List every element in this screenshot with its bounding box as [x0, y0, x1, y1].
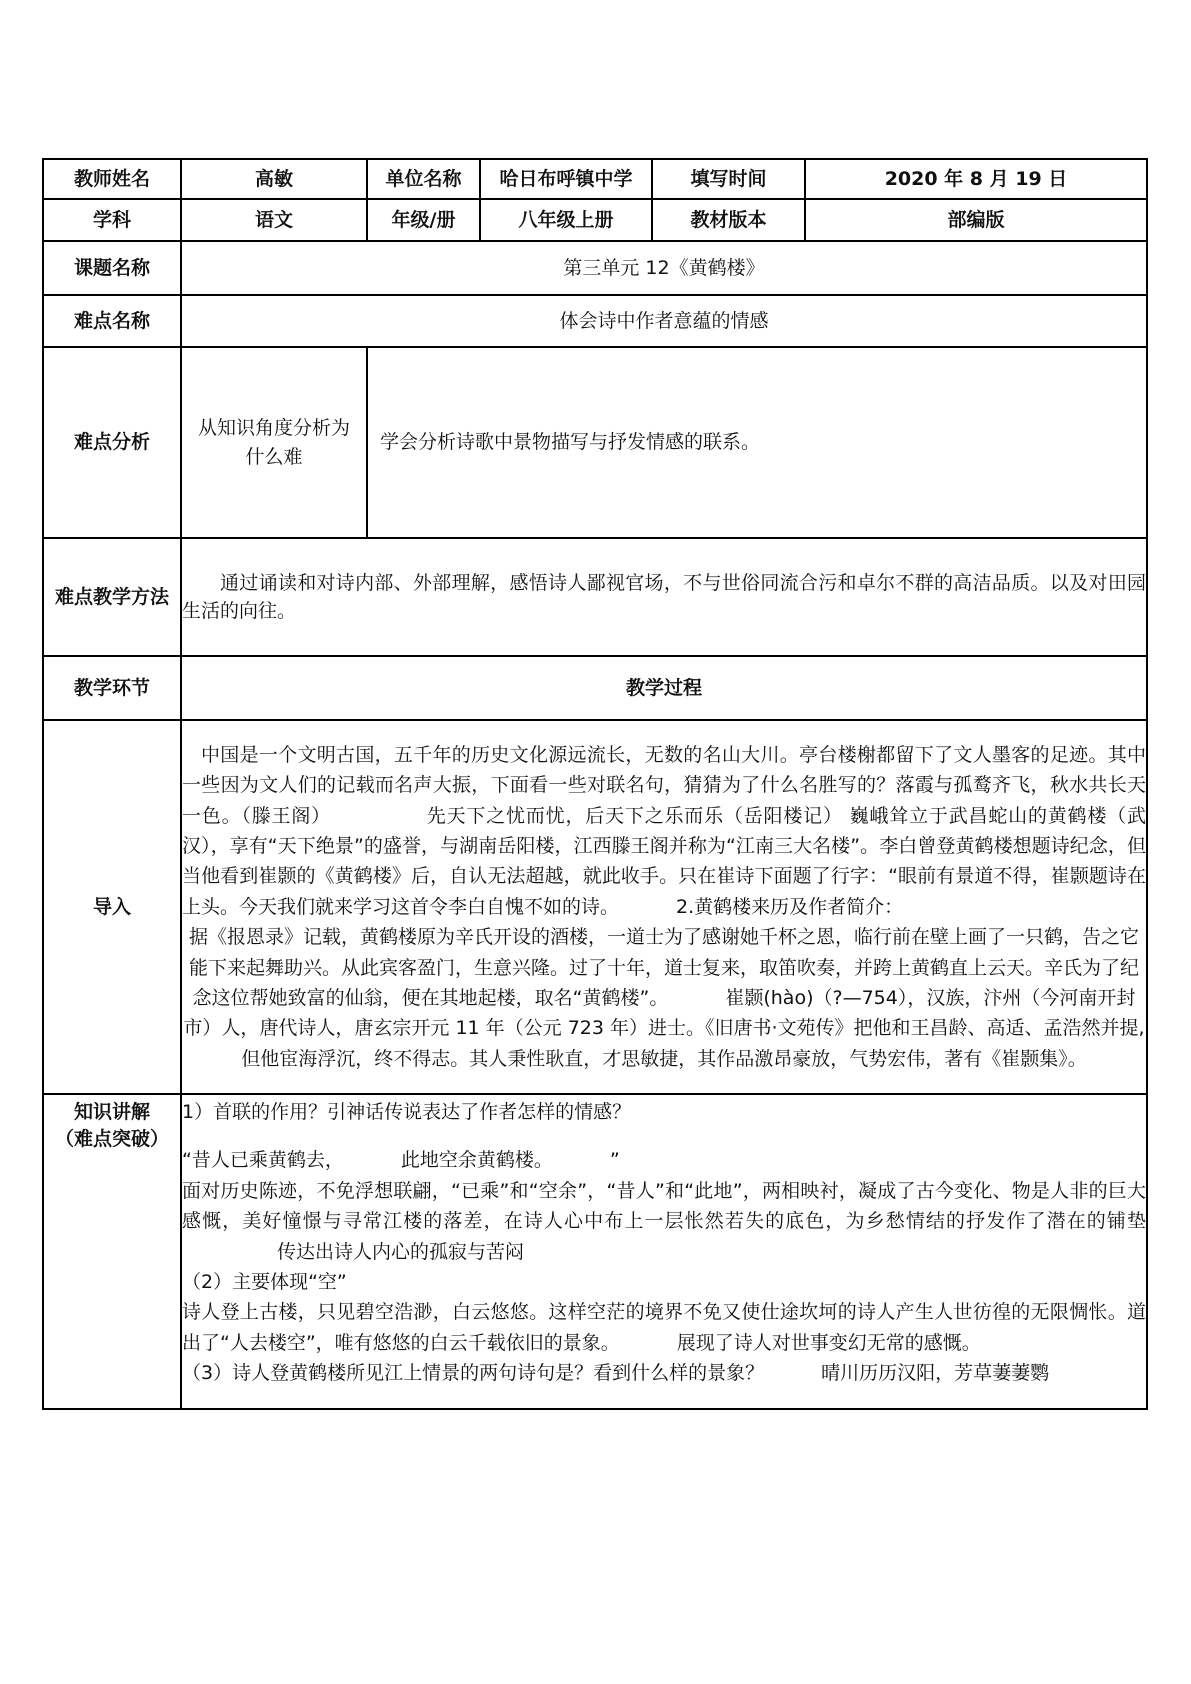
subject-label: 学科	[43, 199, 181, 241]
edition-label: 教材版本	[652, 199, 805, 241]
process-header: 教学过程	[181, 656, 1147, 720]
intro-content	[181, 720, 1147, 1094]
date-label: 填写时间	[652, 159, 805, 199]
topic-label: 课题名称	[43, 241, 181, 295]
question-3: （3）诗人登黄鹤楼所见江上情景的两句诗句是？看到什么样的景象？ 晴川历历汉阳，芳草萋萋鹦	[182, 1362, 1050, 1385]
table-row	[43, 720, 1147, 1094]
table-row	[43, 199, 1147, 241]
unit-value: 哈日布呼镇中学	[480, 159, 652, 199]
teacher-value: 高敏	[181, 159, 367, 199]
intro-history-paragraph: 据《报恩录》记载，黄鹤楼原为辛氏开设的酒楼，一道士为了感谢她千杯之恩，临行前在壁上画了一只鹤，告之它能下来起舞助兴。从此宾客盈门，生意兴隆。过了十年，道士复来，取笛吹奏，并跨上黄鹤直上云天。辛氏为了纪念这位帮她致富的仙翁，便在其地起楼，取名“黄鹤楼”。 崔颢(hào)（?—754），汉族，汴州（今河南开封市）人，唐代诗人，唐玄宗开元 11 年（公元 723 年）进士。《旧唐书·文苑传》把他和王昌龄、高适、孟浩然并提,但他宦海浮沉，终不得志。其人秉性耿直，才思敏捷，其作品激昂豪放，气势宏伟，著有《崔颢集》。	[183, 926, 1145, 1070]
poem-quote: “昔人已乘黄鹤去， 此地空余黄鹤楼。 ”	[182, 1149, 620, 1172]
table-row	[43, 159, 1147, 199]
lesson-plan-table	[42, 158, 1148, 1410]
edition-value: 部编版	[805, 199, 1147, 241]
table-row	[43, 656, 1147, 720]
table-row	[43, 347, 1147, 538]
knowledge-label: 知识讲解 （难点突破）	[43, 1094, 181, 1409]
process-step-label: 教学环节	[43, 656, 181, 720]
difficulty-value: 体会诗中作者意蕴的情感	[181, 295, 1147, 347]
answer-1: 面对历史陈迹，不免浮想联翩，“已乘”和“空余”，“昔人”和“此地”，两相映衬，凝成了古今变化、物是人非的巨大感慨，美好憧憬与寻常江楼的落差，在诗人心中布上一层怅然若失的底色，为乡愁情结的抒发作了潜在的铺垫传达出诗人内心的孤寂与苦闷	[182, 1179, 1146, 1263]
table-row	[43, 241, 1147, 295]
knowledge-content	[181, 1094, 1147, 1409]
topic-value: 第三单元 12《黄鹤楼》	[181, 241, 1147, 295]
analysis-sub-label: 从知识角度分析为什么难	[181, 347, 367, 538]
analysis-value: 学会分析诗歌中景物描写与抒发情感的联系。	[367, 347, 1147, 538]
table-row	[43, 538, 1147, 656]
difficulty-label: 难点名称	[43, 295, 181, 347]
question-2: （2）主要体现“空”	[182, 1270, 347, 1293]
table-row	[43, 295, 1147, 347]
method-value: 通过诵读和对诗内部、外部理解，感悟诗人鄙视官场，不与世俗同流合污和卓尔不群的高洁品质。以及对田园生活的向往。	[181, 538, 1147, 656]
analysis-label: 难点分析	[43, 347, 181, 538]
date-value: 2020 年 8 月 19 日	[805, 159, 1147, 199]
intro-paragraph: 中国是一个文明古国，五千年的历史文化源远流长，无数的名山大川。亭台楼榭都留下了文人墨客的足迹。其中一些因为文人们的记载而名声大振，下面看一些对联名句，猜猜为了什么名胜写的？落霞与孤鹜齐飞，秋水共长天一色。（滕王阁） 先天下之忧而忧，后天下之乐而乐（岳阳楼记） 巍峨耸立于武昌蛇山的黄鹤楼（武汉），享有“天下绝景”的盛誉，与湖南岳阳楼，江西滕王阁并称为“江南三大名楼”。李白曾登黄鹤楼想题诗纪念，但当他看到崔颢的《黄鹤楼》后，自认无法超越，就此收手。只在崔诗下面题了行字：“眼前有景道不得，崔颢题诗在上头。今天我们就来学习这首令李白自愧不如的诗。 2.黄鹤楼来历及作者简介：	[182, 743, 1146, 918]
method-label: 难点教学方法	[43, 538, 181, 656]
answer-2: 诗人登上古楼，只见碧空浩渺，白云悠悠。这样空茫的境界不免又使仕途坎坷的诗人产生人世彷徨的无限惆怅。道出了“人去楼空”，唯有悠悠的白云千载依旧的景象。 展现了诗人对世事变幻无常的感慨。	[182, 1301, 1146, 1354]
question-1: 1）首联的作用？引神话传说表达了作者怎样的情感？	[182, 1101, 632, 1123]
grade-label: 年级/册	[367, 199, 480, 241]
unit-label: 单位名称	[367, 159, 480, 199]
subject-value: 语文	[181, 199, 367, 241]
grade-value: 八年级上册	[480, 199, 652, 241]
table-row	[43, 1094, 1147, 1409]
intro-label: 导入	[43, 720, 181, 1094]
teacher-label: 教师姓名	[43, 159, 181, 199]
